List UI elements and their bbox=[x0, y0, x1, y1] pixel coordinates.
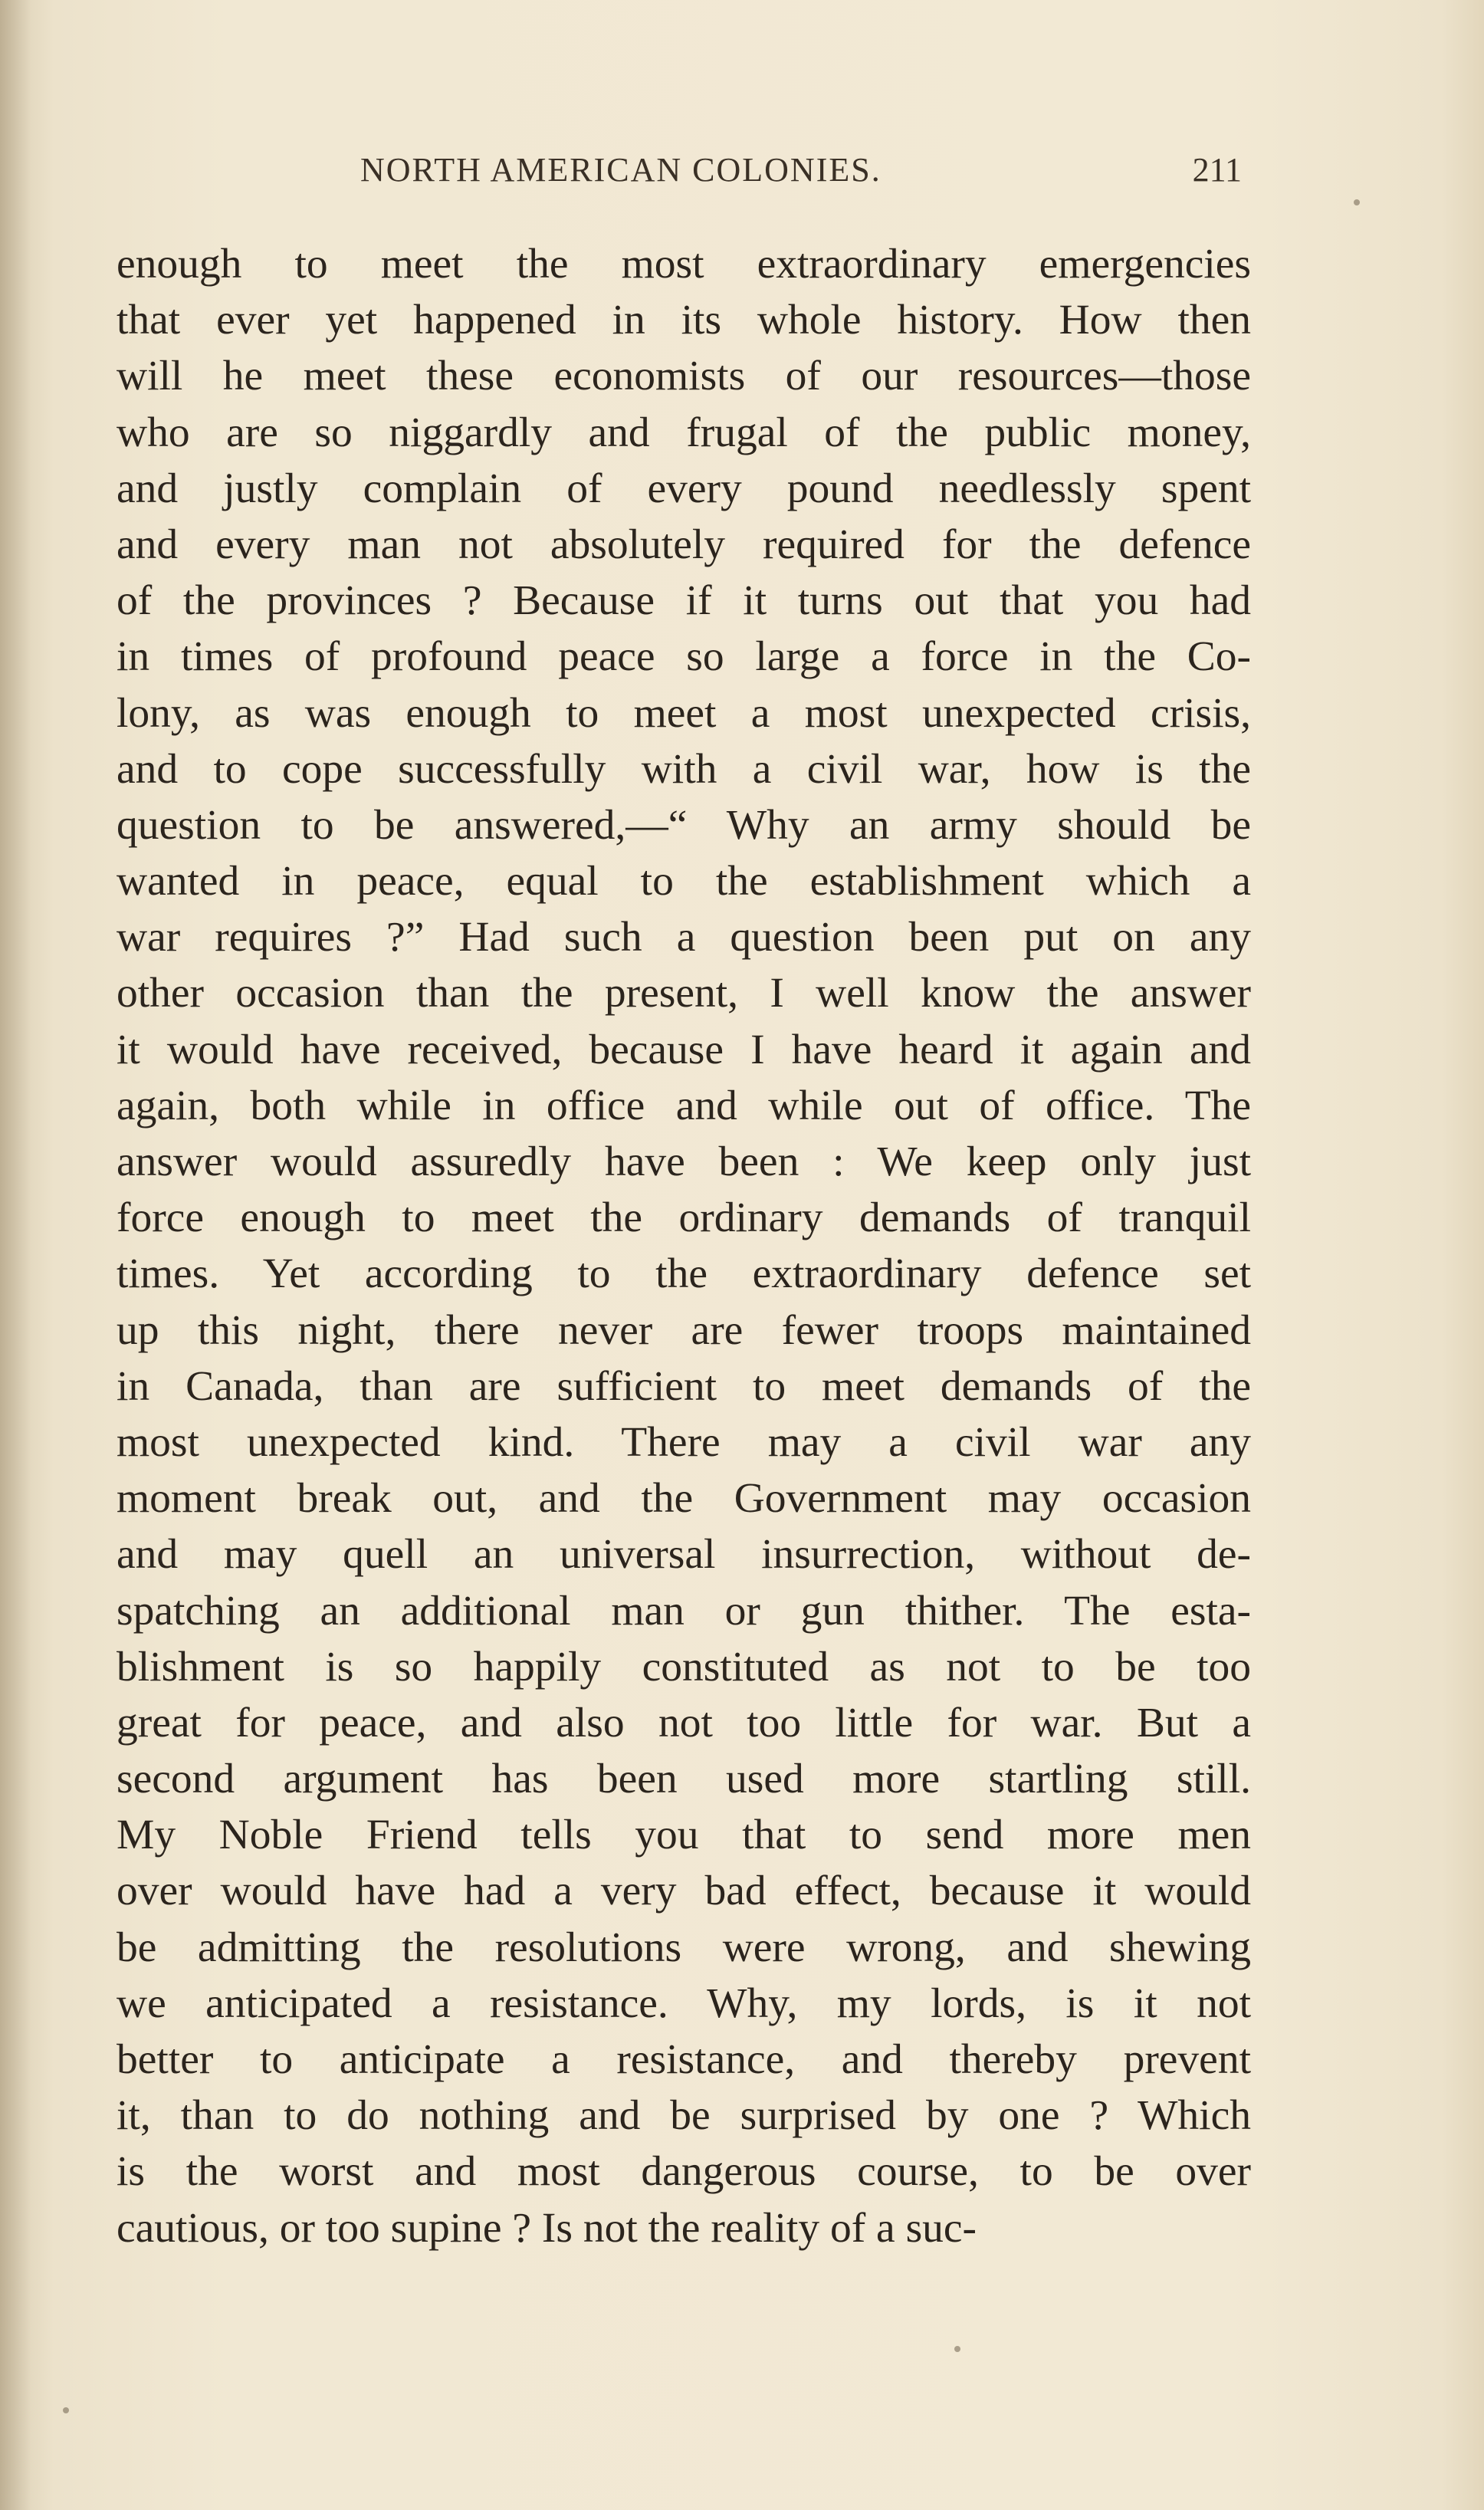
text-line: times. Yet according to the extraordinary defence set bbox=[117, 1250, 1251, 1298]
text-line: in times of profound peace so large a force in the Co- bbox=[117, 633, 1251, 681]
text-line: and every man not absolutely required for the defence bbox=[117, 521, 1251, 568]
page-binding-shadow bbox=[0, 0, 31, 2510]
page-number: 211 bbox=[1192, 151, 1242, 189]
text-line: it would have received, because I have heard it again and bbox=[117, 1026, 1251, 1073]
text-line: spatching an additional man or gun thither. The esta- bbox=[117, 1587, 1251, 1634]
text-line: who are so niggardly and frugal of the public money, bbox=[117, 409, 1251, 456]
text-line: answer would assuredly have been : We keep only just bbox=[117, 1138, 1251, 1185]
text-line: better to anticipate a resistance, and thereby prevent bbox=[117, 2036, 1251, 2083]
text-line: lony, as was enough to meet a most unexpected crisis, bbox=[117, 689, 1251, 737]
text-line: of the provinces ? Because if it turns out that you had bbox=[117, 577, 1251, 625]
text-line: that ever yet happened in its whole history. How then bbox=[117, 297, 1251, 344]
text-line: blishment is so happily constituted as not to be too bbox=[117, 1643, 1251, 1690]
text-line: most unexpected kind. There may a civil war any bbox=[117, 1418, 1251, 1466]
text-line: moment break out, and the Government may occasion bbox=[117, 1475, 1251, 1523]
text-line: question to be answered,—“ Why an army should be bbox=[117, 801, 1251, 849]
text-line: cautious, or too supine ? Is not the reality of a suc- bbox=[117, 2204, 977, 2252]
paper-speck bbox=[954, 2346, 960, 2352]
text-line: in Canada, than are sufficient to meet demands of the bbox=[117, 1362, 1251, 1410]
paper-speck bbox=[63, 2407, 69, 2413]
text-line: again, both while in office and while out of office. The bbox=[117, 1082, 1251, 1129]
page-header bbox=[123, 150, 1242, 204]
text-line: force enough to meet the ordinary demands of tranquil bbox=[117, 1194, 1251, 1242]
body-text bbox=[117, 236, 1251, 2256]
text-line: is the worst and most dangerous course, to be over bbox=[117, 2148, 1251, 2196]
text-line: up this night, there never are fewer troops maintained bbox=[117, 1306, 1251, 1354]
text-line: great for peace, and also not too little for war. But a bbox=[117, 1699, 1251, 1746]
text-line: enough to meet the most extraordinary emergencies bbox=[117, 241, 1251, 287]
text-line: be admitting the resolutions were wrong, and shewing bbox=[117, 1924, 1251, 1971]
text-line: My Noble Friend tells you that to send more men bbox=[117, 1812, 1251, 1859]
text-line: and may quell an universal insurrection, without de- bbox=[117, 1531, 1251, 1579]
text-line: wanted in peace, equal to the establishment which a bbox=[117, 858, 1251, 905]
text-line: other occasion than the present, I well know the answer bbox=[117, 970, 1251, 1017]
text-line: war requires ?” Had such a question been put on any bbox=[117, 914, 1251, 961]
text-line: will he meet these economists of our resources—those bbox=[117, 353, 1251, 400]
text-line: over would have had a very bad effect, because it would bbox=[117, 1868, 1251, 1915]
text-line: and to cope successfully with a civil war, how is the bbox=[117, 745, 1251, 793]
text-line: and justly complain of every pound needlessly spent bbox=[117, 465, 1251, 512]
paper-speck bbox=[1354, 199, 1360, 205]
text-line: it, than to do nothing and be surprised by one ? Which bbox=[117, 2092, 1251, 2140]
text-line: second argument has been used more startling still. bbox=[117, 1756, 1251, 1803]
text-line: we anticipated a resistance. Why, my lords, is it not bbox=[117, 1979, 1251, 2027]
running-head: NORTH AMERICAN COLONIES. bbox=[360, 151, 882, 189]
